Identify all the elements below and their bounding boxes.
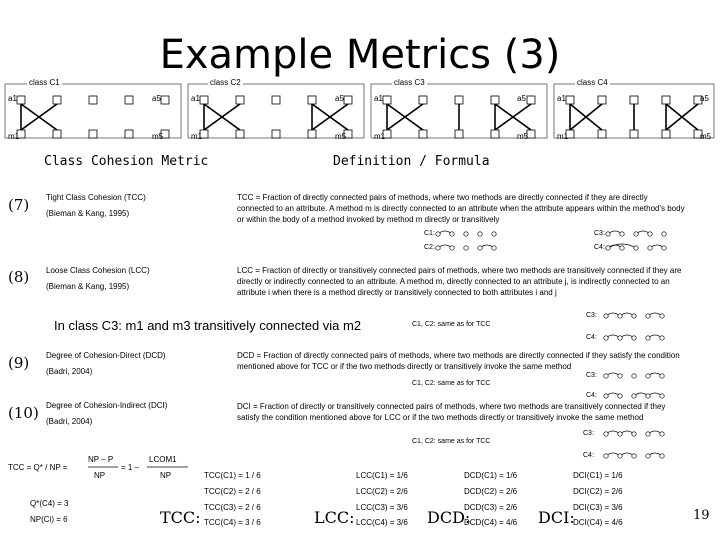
c2-m-left: m1 (191, 132, 203, 141)
result-value: LCC(C4) = 3/6 (356, 518, 408, 527)
result-value: LCC(C3) = 3/6 (356, 503, 408, 512)
method-dot (632, 336, 636, 340)
q-value: Q*(C4) = 3 (30, 499, 69, 508)
result-value: TCC(C1) = 1 / 6 (204, 471, 261, 480)
method-dot (632, 432, 636, 436)
same-as-note: C1, C2: same as for TCC (412, 380, 491, 387)
page-number: 19 (693, 508, 710, 523)
formula-denominator: NP (94, 471, 106, 480)
c2-a-left: a1 (191, 94, 200, 103)
c3-m-left: m1 (374, 132, 386, 141)
metric-number: (8) (8, 268, 30, 286)
method-dot (604, 336, 608, 340)
result-value: TCC(C2) = 2 / 6 (204, 487, 261, 496)
method-dot (632, 314, 636, 318)
method-dot (662, 232, 666, 236)
result-value: LCC(C2) = 2/6 (356, 487, 408, 496)
c3-transitive-note: In class C3: m1 and m3 transitively connected via m2 (54, 318, 362, 333)
diagram-label: C3: (583, 430, 594, 437)
class-c1-label: class C1 (29, 78, 60, 87)
method-dot (662, 246, 666, 250)
c4-m-right: m5 (700, 132, 712, 141)
method-dot (660, 432, 664, 436)
metric-ref: (Bieman & Kang, 1995) (46, 282, 130, 291)
c2-m-right: m5 (335, 132, 347, 141)
method-dot (450, 232, 454, 236)
metric-definition: LCC = Fraction of directly or transitively connected pairs of methods, where two methods are transitively connected if they are directly or indirectly connected to an attribute. A method m, directly connected to an attribute j, is indirectly connected to an attribute i when there is a method directly or transitively connected to both attributes i and j (237, 266, 682, 297)
method-dot (618, 432, 622, 436)
result-value: DCI(C3) = 3/6 (573, 503, 623, 512)
method-dot (646, 432, 650, 436)
method-dot (618, 454, 622, 458)
result-value: DCI(C4) = 4/6 (573, 518, 623, 527)
c4-a-left: a1 (557, 94, 566, 103)
result-value: DCD(C1) = 1/6 (464, 471, 518, 480)
metric-ref: (Badri, 2004) (46, 367, 93, 376)
method-dot (464, 232, 468, 236)
method-dot (606, 246, 610, 250)
class-c3-label: class C3 (394, 78, 425, 87)
c3-a-right: a5 (517, 94, 526, 103)
method-dot (646, 336, 650, 340)
metric-definition: DCI = Fraction of directly or transitively connected pairs of methods, where two methods are transitively connected if they satisfy the condition mentioned above for LCC or if the two methods directly or transitively invoke the same method (237, 402, 666, 422)
method-dot (492, 246, 496, 250)
c3-m-right: m5 (517, 132, 529, 141)
result-value: DCD(C3) = 2/6 (464, 503, 518, 512)
slide-title: Example Metrics (3) (159, 32, 561, 78)
method-dot (604, 432, 608, 436)
result-prefix: DCD: (427, 508, 471, 527)
diagram-label: C4: (586, 392, 597, 399)
c1-a-left: a1 (8, 94, 17, 103)
c2-a-right: a5 (335, 94, 344, 103)
method-dot (492, 232, 496, 236)
method-dot (436, 246, 440, 250)
result-value: TCC(C3) = 2 / 6 (204, 503, 261, 512)
method-dot (632, 374, 636, 378)
method-dot (632, 454, 636, 458)
method-dot (660, 314, 664, 318)
method-dot (464, 246, 468, 250)
metric-name: Degree of Cohesion-Direct (DCD) (46, 351, 166, 360)
c4-a-right: a5 (700, 94, 709, 103)
metric-number: (10) (8, 404, 39, 422)
diagram-label: C4: (594, 244, 605, 251)
diagram-label: C3: (586, 372, 597, 379)
method-dot (618, 374, 622, 378)
method-dot (660, 394, 664, 398)
metric-name: Loose Class Cohesion (LCC) (46, 266, 150, 275)
metric-name: Degree of Cohesion-Indirect (DCI) (46, 401, 168, 410)
np-value: NP(Ci) = 6 (30, 515, 68, 524)
c4-m-left: m1 (557, 132, 569, 141)
c1-m-left: m1 (8, 132, 20, 141)
metric-ref: (Badri, 2004) (46, 417, 93, 426)
method-dot (606, 232, 610, 236)
diagram-label: C4: (586, 334, 597, 341)
method-dot (646, 374, 650, 378)
method-dot (648, 246, 652, 250)
metric-definition: DCD = Fraction of directly connected pairs of methods, where two methods are directly connected if they satisfy the condition mentioned above for TCC or if the two methods directly or transitively invoke the same method (237, 351, 680, 371)
method-dot (604, 374, 608, 378)
diagram-label: C3: (586, 312, 597, 319)
result-value: DCI(C2) = 2/6 (573, 487, 623, 496)
formula-lcom: LCOM1 (149, 455, 177, 464)
method-dot (604, 454, 608, 458)
method-dot (634, 246, 638, 250)
method-dot (648, 232, 652, 236)
method-dot (646, 394, 650, 398)
diagram-label: C2: (424, 244, 435, 251)
method-dot (660, 336, 664, 340)
method-dot (634, 232, 638, 236)
result-prefix: LCC: (314, 508, 355, 527)
result-value: DCD(C4) = 4/6 (464, 518, 518, 527)
metric-number: (9) (8, 354, 30, 372)
method-dot (646, 454, 650, 458)
method-dot (660, 374, 664, 378)
method-dot (632, 394, 636, 398)
same-as-note: C1, C2: same as for TCC (412, 438, 491, 445)
method-dot (660, 454, 664, 458)
method-dot (646, 314, 650, 318)
method-dot (478, 232, 482, 236)
c1-m-right: m5 (152, 132, 164, 141)
formula-lhs: TCC = Q* / NP = (8, 463, 68, 472)
formula-lcom-den: NP (160, 471, 172, 480)
diagram-label: C1: (424, 230, 435, 237)
metric-header: Class Cohesion Metric (44, 154, 209, 169)
metric-number: (7) (8, 196, 30, 214)
diagram-label: C3: (594, 230, 605, 237)
metric-ref: (Bieman & Kang, 1995) (46, 209, 130, 218)
formula-numerator: NP – P (88, 455, 114, 464)
formula-mid: = 1 – (121, 463, 140, 472)
method-dot (478, 246, 482, 250)
result-prefix: DCI: (538, 508, 575, 527)
method-dot (620, 246, 624, 250)
result-value: LCC(C1) = 1/6 (356, 471, 408, 480)
method-dot (618, 394, 622, 398)
same-as-note: C1, C2: same as for TCC (412, 321, 491, 328)
method-dot (436, 232, 440, 236)
result-value: DCD(C2) = 2/6 (464, 487, 518, 496)
method-dot (450, 246, 454, 250)
method-dot (620, 232, 624, 236)
c3-a-left: a1 (374, 94, 383, 103)
c1-a-right: a5 (152, 94, 161, 103)
definition-header: Definition / Formula (333, 154, 490, 169)
result-prefix: TCC: (160, 508, 201, 527)
class-c2-label: class C2 (210, 78, 241, 87)
class-c4-label: class C4 (577, 78, 608, 87)
method-dot (604, 314, 608, 318)
diagram-label: C4: (583, 452, 594, 459)
method-dot (604, 394, 608, 398)
result-value: DCI(C1) = 1/6 (573, 471, 623, 480)
method-dot (618, 314, 622, 318)
method-dot (618, 336, 622, 340)
result-value: TCC(C4) = 3 / 6 (204, 518, 261, 527)
metric-name: Tight Class Cohesion (TCC) (46, 193, 146, 202)
metric-definition: TCC = Fraction of directly connected pairs of methods, where two methods are directly connected if they are directly connected to an attribute. A method m is directly connected to an attribute when the attribute appears within the method's body or within the body of a method invoked by method m directly or transitively (237, 193, 685, 224)
